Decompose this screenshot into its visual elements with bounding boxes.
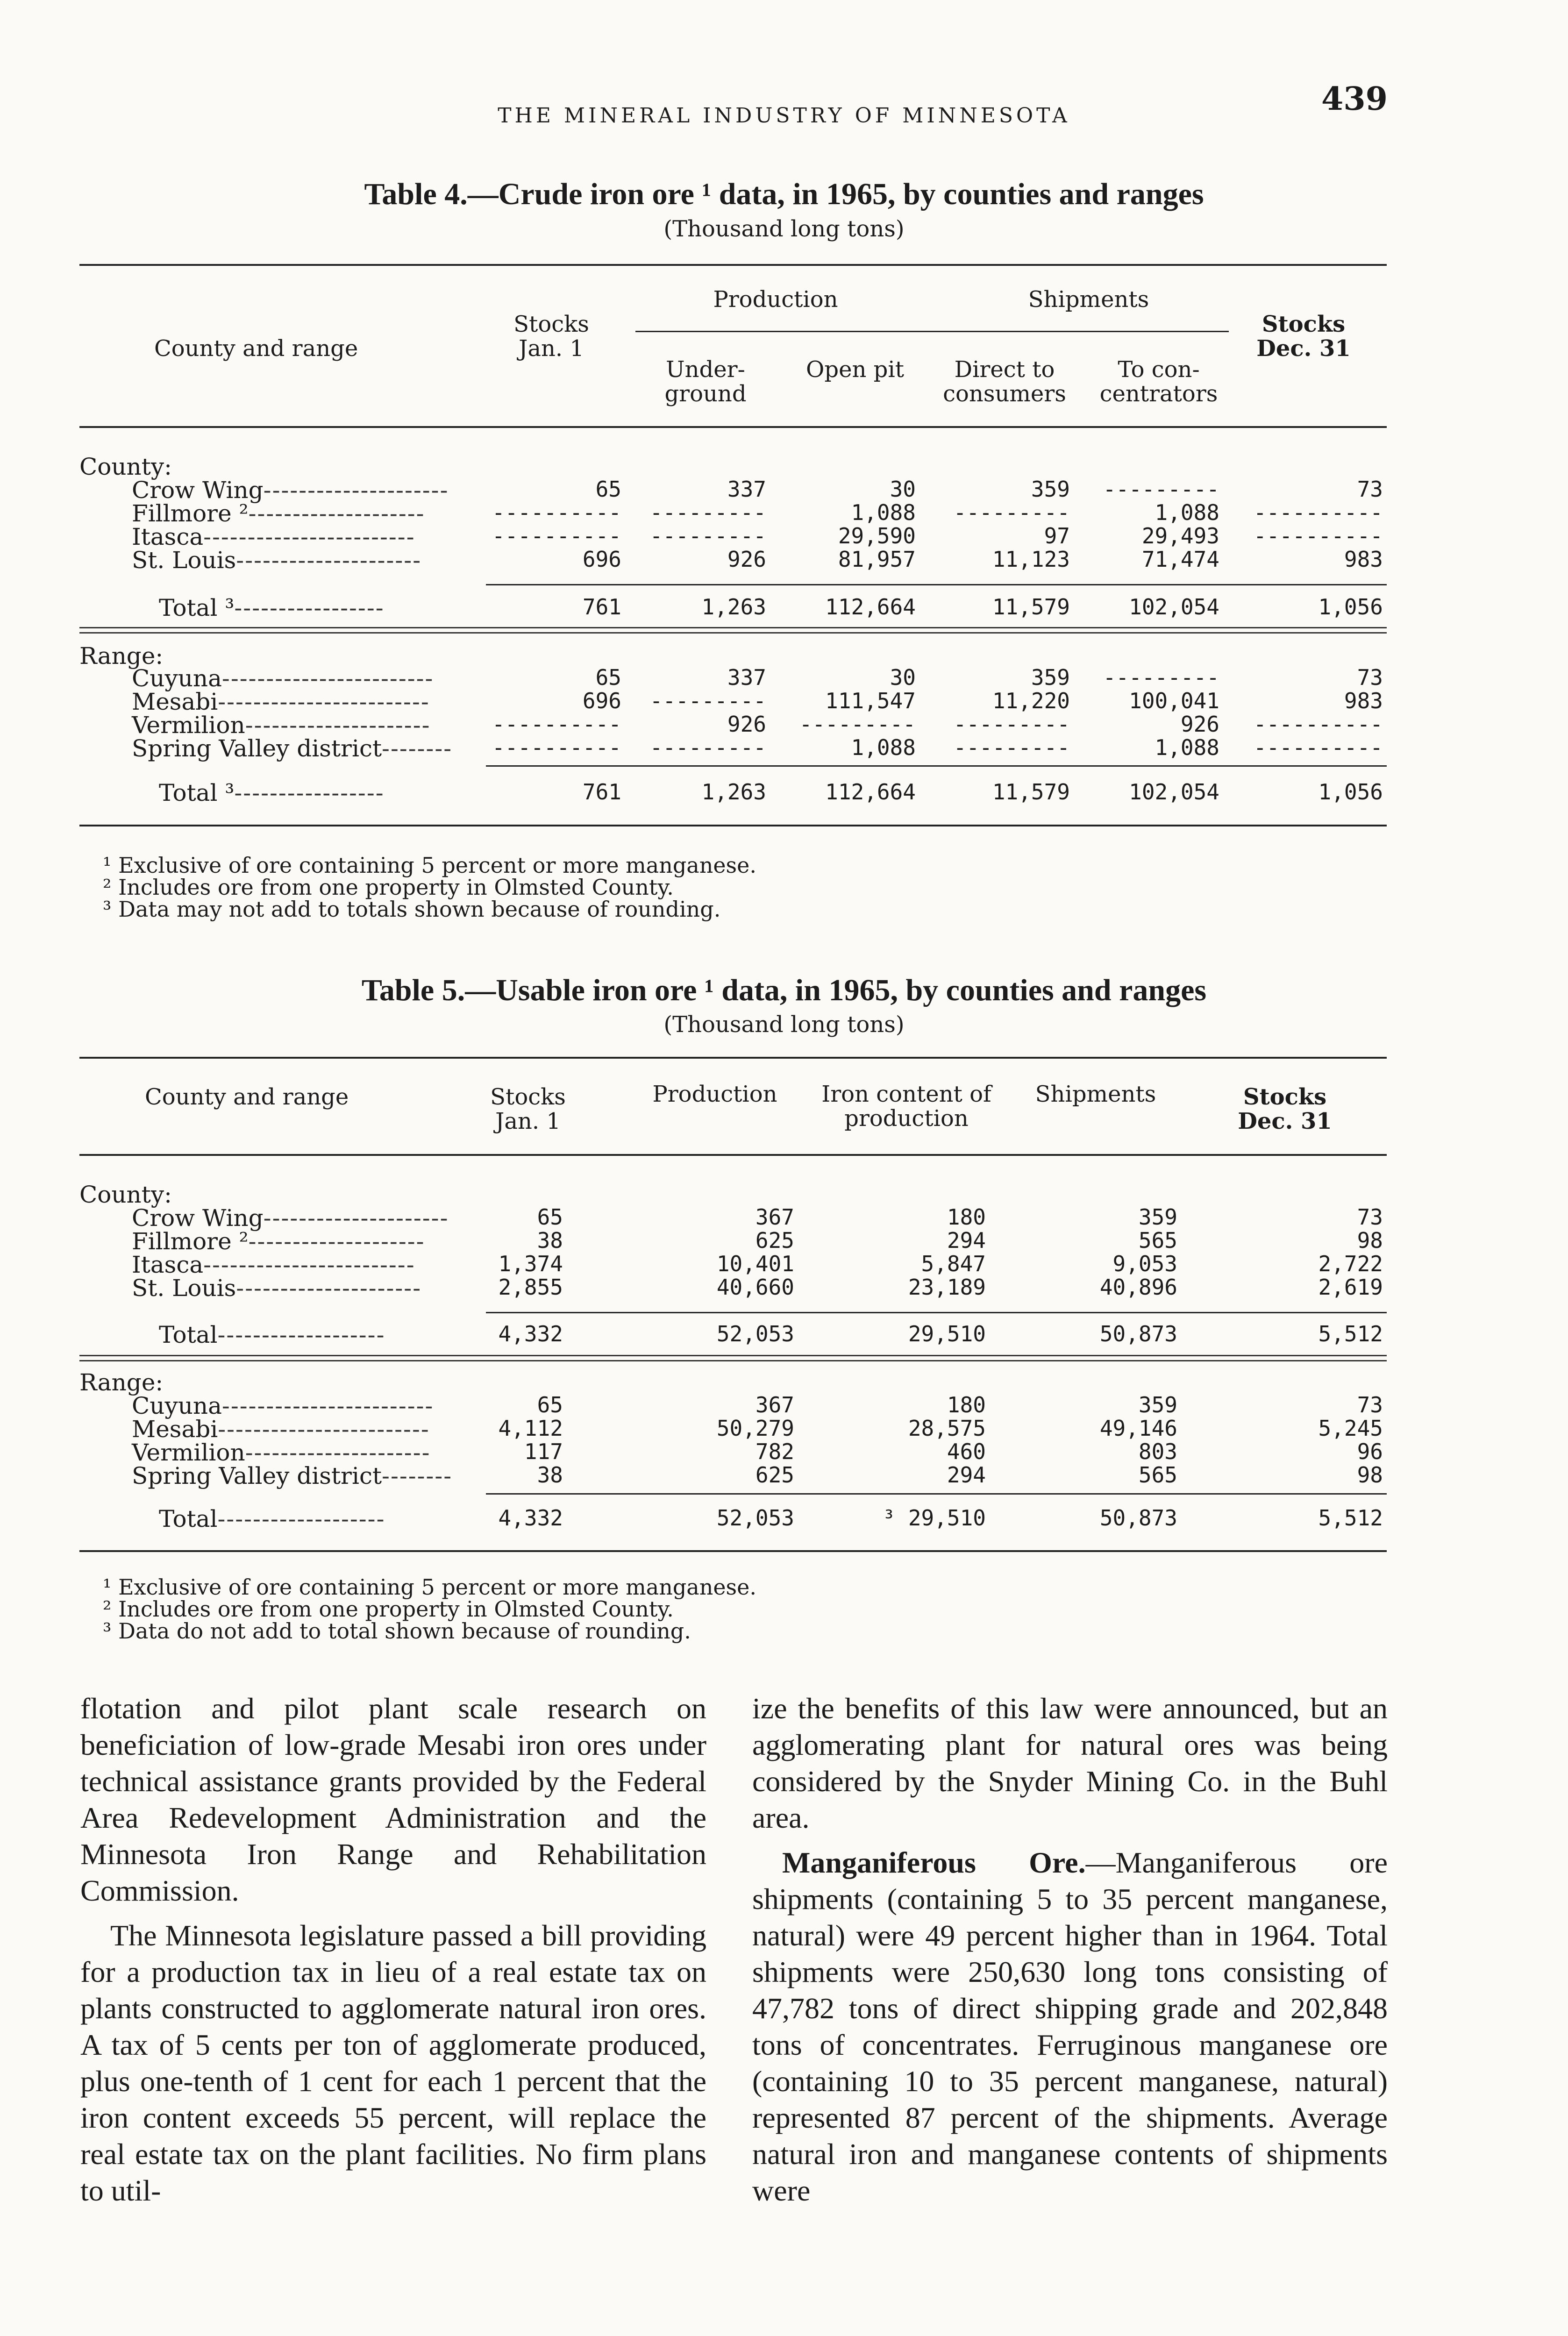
t4-footnote-3: ³ Data may not add to totals shown because of rounding.	[103, 897, 721, 922]
row-label: Crow Wing---------------------	[132, 1204, 449, 1232]
manganiferous-ore-text: —Manganiferous ore shipments (containing 5 to 35 percent manganese, natural) were 49 percent higher than in 1964. Total shipments were 250,630 long tons consisting of 47,782 tons of direct shipping grade and 202,848 tons of concentrates. Ferruginous manganese ore (containing 10 to 35 percent manganese, natural) represented 87 percent of the shipments. Average natural iron and manganese contents of shipments were	[752, 1846, 1388, 2207]
leader-dashes: ---------------------	[236, 547, 422, 574]
t5-head-production: Production	[652, 1081, 777, 1107]
t5-double-rule	[79, 1355, 1387, 1361]
table-cell: ---------	[953, 500, 1070, 525]
table-cell: 30	[890, 477, 916, 502]
t4-footnote-1: ¹ Exclusive of ore containing 5 percent or more manganese.	[103, 853, 757, 878]
row-label: Vermilion---------------------	[132, 1439, 431, 1466]
t4-range-total-row	[0, 779, 1568, 804]
table-cell: ---------	[953, 712, 1070, 737]
t4-head-open-pit: Open pit	[805, 356, 905, 383]
table-cell: 52,053	[716, 1321, 794, 1346]
table-cell: 50,873	[1099, 1321, 1177, 1346]
t5-head-stocks-jan: Stocks Jan. 1	[490, 1084, 566, 1134]
table-cell: 5,847	[921, 1251, 986, 1276]
table-cell: 4,332	[498, 1505, 563, 1531]
row-label: Spring Valley district--------	[132, 735, 453, 762]
table5-subtitle: (Thousand long tons)	[663, 1011, 905, 1038]
table-row	[0, 1439, 1568, 1466]
table-row	[0, 712, 1568, 739]
table-row	[0, 547, 1568, 574]
t5-range-total-row	[0, 1505, 1568, 1530]
table-cell: 49,146	[1099, 1416, 1177, 1441]
table-cell: 29,510	[908, 1321, 986, 1346]
leader-dashes: ---------------------	[245, 1439, 431, 1466]
t4-head-shipments: Shipments	[1028, 286, 1149, 313]
row-label: Crow Wing---------------------	[132, 477, 449, 504]
table-cell: 359	[1031, 477, 1070, 502]
t5-footnote-2: ² Includes ore from one property in Olmsted County.	[103, 1596, 674, 1622]
table-cell: 180	[947, 1204, 986, 1230]
table-cell: ³ 29,510	[882, 1505, 986, 1531]
table-cell: 10,401	[716, 1251, 794, 1276]
table-cell: 38	[537, 1228, 563, 1253]
table-cell: 71,474	[1141, 547, 1219, 572]
row-label: Total ³-----------------	[159, 779, 385, 806]
t4-head-concentrators: To con-centrators	[1099, 356, 1218, 407]
table-row	[0, 1392, 1568, 1417]
table-cell: 294	[947, 1462, 986, 1488]
table-cell: 30	[890, 665, 916, 690]
table-cell: 1,263	[701, 594, 766, 620]
leader-dashes: ---------------------	[245, 712, 431, 739]
table-cell: 359	[1031, 665, 1070, 690]
table-cell: 100,041	[1129, 688, 1219, 713]
table-cell: 1,088	[1155, 500, 1219, 525]
row-label: Vermilion---------------------	[132, 712, 431, 739]
page-number: 439	[1321, 80, 1388, 118]
leader-dashes: -----------------	[234, 779, 385, 806]
table-cell: 50,873	[1099, 1505, 1177, 1531]
table-cell: 5,512	[1318, 1321, 1383, 1346]
table-cell: 9,053	[1112, 1251, 1177, 1276]
leader-dashes: --------	[382, 735, 453, 762]
table-cell: 11,123	[992, 547, 1070, 572]
leader-dashes: ------------------------	[203, 523, 415, 550]
table-cell: ----------	[492, 735, 621, 760]
t4-range-label: Range:	[79, 642, 164, 669]
table-row	[0, 1251, 1568, 1278]
table-cell: 983	[1344, 688, 1383, 713]
table-cell: 40,660	[716, 1275, 794, 1300]
table-cell: ---------	[649, 735, 766, 760]
leader-dashes: ---------------------	[236, 1275, 422, 1302]
t5-head-iron-content: Iron content of production	[821, 1081, 991, 1132]
table-cell: 359	[1138, 1204, 1177, 1230]
body-right-paragraph-1: ize the benefits of this law were announced, but an agglomerating plant for natural ores was being considered by the Snyder Mining Co. in the Buhl area.	[752, 1692, 1388, 1834]
table-cell: 761	[582, 594, 621, 620]
table-cell: 1,056	[1318, 779, 1383, 805]
table-cell: 2,855	[498, 1275, 563, 1300]
table-cell: 73	[1357, 1392, 1383, 1417]
leader-dashes: ------------------------	[218, 1416, 430, 1443]
table-cell: 73	[1357, 477, 1383, 502]
row-label: Cuyuna------------------------	[132, 665, 434, 692]
leader-dashes: ------------------------	[218, 688, 430, 715]
row-label: Itasca------------------------	[132, 1251, 415, 1278]
table-cell: ----------	[1254, 735, 1383, 760]
row-label: Fillmore ²--------------------	[132, 1228, 425, 1255]
leader-dashes: --------------------	[248, 500, 425, 527]
table-cell: 337	[727, 477, 766, 502]
table-cell: 625	[755, 1462, 794, 1488]
table-cell: 1,088	[1155, 735, 1219, 760]
table-cell: 65	[537, 1392, 563, 1417]
table-cell: 111,547	[825, 688, 916, 713]
leader-dashes: ---------------------	[263, 477, 449, 504]
t4-head-stocks-dec: Stocks Dec. 31	[1256, 311, 1351, 362]
table-cell: 782	[755, 1439, 794, 1464]
table-cell: 460	[947, 1439, 986, 1464]
t5-range-total-rule	[486, 1493, 1387, 1495]
table-cell: ---------	[649, 688, 766, 713]
table4-top-rule	[79, 264, 1387, 266]
table-cell: 359	[1138, 1392, 1177, 1417]
t5-head-stocks-dec: Stocks Dec. 31	[1238, 1084, 1332, 1134]
body-left-column	[80, 1690, 706, 2217]
table-cell: 11,579	[992, 779, 1070, 805]
table-cell: 97	[1044, 523, 1070, 548]
table-cell: ---------	[1103, 477, 1219, 502]
table-cell: 38	[537, 1462, 563, 1488]
table-cell: ---------	[649, 523, 766, 548]
t4-county-total-row	[0, 594, 1568, 619]
leader-dashes: --------------------	[248, 1228, 425, 1255]
table-cell: 65	[595, 665, 621, 690]
table-row	[0, 735, 1568, 762]
row-label: Total-------------------	[159, 1505, 385, 1532]
table-cell: 81,957	[838, 547, 916, 572]
row-label: Cuyuna------------------------	[132, 1392, 434, 1419]
table-row	[0, 1275, 1568, 1302]
table-cell: 96	[1357, 1439, 1383, 1464]
body-left-paragraph-1: flotation and pilot plant scale research on beneficiation of low-grade Mesabi iron ores under technical assistance grants provided by the Federal Area Redevelopment Administration and the Minnesota Iron Range and Rehabilitation Commission.	[80, 1692, 706, 1907]
table-cell: 5,512	[1318, 1505, 1383, 1531]
row-label: Mesabi------------------------	[132, 688, 430, 715]
table-cell: ----------	[492, 523, 621, 548]
leader-dashes: -------------------	[217, 1321, 385, 1348]
table4-head-rule	[79, 426, 1387, 428]
table-cell: 117	[524, 1439, 563, 1464]
t4-county-label: County:	[79, 453, 172, 480]
t4-head-county: County and range	[154, 335, 358, 362]
table-cell: 2,722	[1318, 1251, 1383, 1276]
table-cell: 1,263	[701, 779, 766, 805]
table-row	[0, 1204, 1568, 1232]
t5-range-label: Range:	[79, 1369, 164, 1396]
table-cell: ----------	[492, 500, 621, 525]
t4-double-rule	[79, 627, 1387, 634]
row-label: Mesabi------------------------	[132, 1416, 430, 1443]
table-cell: 28,575	[908, 1416, 986, 1441]
row-label: Fillmore ²--------------------	[132, 500, 425, 527]
table-cell: 4,112	[498, 1416, 563, 1441]
t4-head-stocks-jan: Stocks Jan. 1	[513, 311, 589, 362]
table-cell: 5,245	[1318, 1416, 1383, 1441]
manganiferous-ore-heading: Manganiferous Ore.	[782, 1846, 1086, 1879]
leader-dashes: --------	[382, 1462, 453, 1489]
table-cell: 112,664	[825, 779, 916, 805]
row-label: St. Louis---------------------	[132, 1275, 422, 1302]
row-label: St. Louis---------------------	[132, 547, 422, 574]
table-cell: 625	[755, 1228, 794, 1253]
table-cell: 696	[582, 688, 621, 713]
table-cell: 1,088	[851, 500, 916, 525]
t5-footnote-1: ¹ Exclusive of ore containing 5 percent or more manganese.	[103, 1574, 757, 1600]
table-cell: ---------	[799, 712, 916, 737]
leader-dashes: ---------------------	[263, 1204, 449, 1232]
leader-dashes: ------------------------	[221, 1392, 434, 1419]
table5-title: Table 5.—Usable iron ore ¹ data, in 1965, by counties and ranges	[361, 973, 1207, 1007]
table-cell: 696	[582, 547, 621, 572]
t4-head-underground: Under-ground	[664, 356, 747, 407]
table-row	[0, 523, 1568, 548]
t4-footnote-2: ² Includes ore from one property in Olmsted County.	[103, 875, 674, 900]
table-cell: 112,664	[825, 594, 916, 620]
t5-head-county: County and range	[145, 1084, 349, 1110]
row-label: Itasca------------------------	[132, 523, 415, 550]
table-cell: 926	[1180, 712, 1219, 737]
table5-bottom-rule	[79, 1550, 1387, 1552]
t4-head-direct: Direct to consumers	[943, 356, 1066, 407]
table-cell: 102,054	[1129, 594, 1219, 620]
table-cell: 367	[755, 1204, 794, 1230]
table-cell: 1,056	[1318, 594, 1383, 620]
table-cell: 65	[595, 477, 621, 502]
table-cell: 50,279	[716, 1416, 794, 1441]
table-cell: ---------	[953, 735, 1070, 760]
t5-county-total-rule	[486, 1312, 1387, 1313]
body-right-paragraph-2	[752, 1845, 1388, 2209]
table-row	[0, 665, 1568, 692]
table-cell: 2,619	[1318, 1275, 1383, 1300]
t4-range-total-rule	[486, 765, 1387, 767]
table-cell: 926	[727, 547, 766, 572]
body-right-column	[752, 1690, 1388, 2217]
t4-spanner-rule	[635, 331, 1229, 332]
table-row	[0, 500, 1568, 527]
table-row	[0, 477, 1568, 504]
table-cell: ----------	[1254, 523, 1383, 548]
t5-head-shipments: Shipments	[1035, 1081, 1156, 1107]
running-head: THE MINERAL INDUSTRY OF MINNESOTA	[498, 104, 1070, 128]
table-cell: 926	[727, 712, 766, 737]
t5-footnote-3: ³ Data do not add to total shown because of rounding.	[103, 1618, 691, 1644]
table-cell: 565	[1138, 1228, 1177, 1253]
table-row	[0, 1462, 1568, 1487]
table-cell: 367	[755, 1392, 794, 1417]
table-cell: ----------	[492, 712, 621, 737]
table-cell: 52,053	[716, 1505, 794, 1531]
t4-county-total-rule	[486, 584, 1387, 585]
table5-head-rule	[79, 1154, 1387, 1156]
table-cell: 73	[1357, 665, 1383, 690]
table-cell: 294	[947, 1228, 986, 1253]
table-cell: 102,054	[1129, 779, 1219, 805]
table-cell: ----------	[1254, 712, 1383, 737]
table-cell: 98	[1357, 1228, 1383, 1253]
table-cell: 1,374	[498, 1251, 563, 1276]
table-cell: 11,579	[992, 594, 1070, 620]
table4-bottom-rule	[79, 825, 1387, 826]
row-label: Total ³-----------------	[159, 594, 385, 621]
table-cell: ---------	[1103, 665, 1219, 690]
row-label: Spring Valley district--------	[132, 1462, 453, 1489]
table-cell: 40,896	[1099, 1275, 1177, 1300]
table-cell: 761	[582, 779, 621, 805]
table-cell: 98	[1357, 1462, 1383, 1488]
table-row	[0, 1228, 1568, 1255]
table-row	[0, 1416, 1568, 1443]
table-cell: 565	[1138, 1462, 1177, 1488]
table-cell: 337	[727, 665, 766, 690]
row-label: Total-------------------	[159, 1321, 385, 1348]
table4-subtitle: (Thousand long tons)	[663, 216, 905, 242]
t4-head-production: Production	[713, 286, 838, 313]
table-cell: 29,590	[838, 523, 916, 548]
t5-county-total-row	[0, 1321, 1568, 1346]
table-cell: 803	[1138, 1439, 1177, 1464]
table-cell: 29,493	[1141, 523, 1219, 548]
table-cell: 23,189	[908, 1275, 986, 1300]
table-cell: 11,220	[992, 688, 1070, 713]
leader-dashes: ------------------------	[203, 1251, 415, 1278]
table-cell: 180	[947, 1392, 986, 1417]
table-cell: ----------	[1254, 500, 1383, 525]
leader-dashes: ------------------------	[221, 665, 434, 692]
table-cell: 4,332	[498, 1321, 563, 1346]
leader-dashes: -------------------	[217, 1505, 385, 1532]
table-cell: 65	[537, 1204, 563, 1230]
table-row	[0, 688, 1568, 715]
t5-county-label: County:	[79, 1181, 172, 1208]
leader-dashes: -----------------	[234, 594, 385, 621]
table-cell: ---------	[649, 500, 766, 525]
table-cell: 73	[1357, 1204, 1383, 1230]
table-cell: 983	[1344, 547, 1383, 572]
body-left-paragraph-2: The Minnesota legislature passed a bill providing for a production tax in lieu of a real estate tax on plants constructed to agglomerate natural iron ores. A tax of 5 cents per ton of agglomerate produced, plus one-tenth of 1 cent for each 1 percent that the iron content exceeds 55 percent, will replace the real estate tax on the plant facilities. No firm plans to util-	[80, 1919, 706, 2207]
table-cell: 1,088	[851, 735, 916, 760]
table4-title: Table 4.—Crude iron ore ¹ data, in 1965, by counties and ranges	[364, 177, 1204, 211]
table5-top-rule	[79, 1057, 1387, 1059]
